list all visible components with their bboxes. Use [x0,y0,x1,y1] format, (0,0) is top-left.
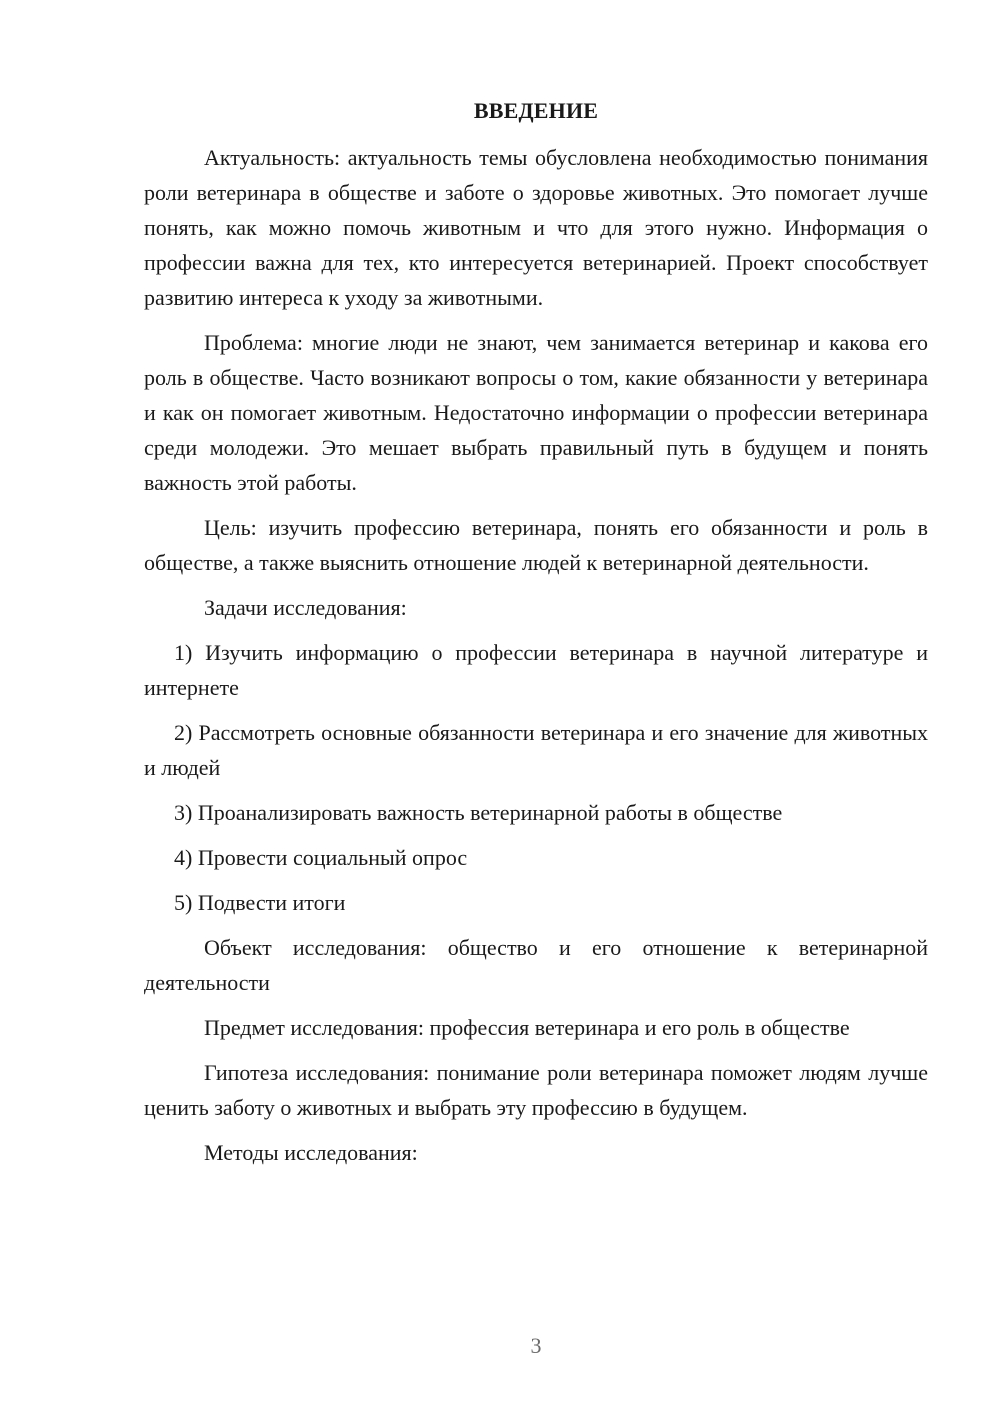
tasks-heading: Задачи исследования: [204,595,407,620]
page-title: ВВЕДЕНИЕ [473,98,599,123]
list-item: 2) Рассмотреть основные обязанности ветеринара и его значение для животных и людей [144,720,928,780]
list-item: 1) Изучить информацию о профессии ветеринара в научной литературе и интернете [144,640,928,700]
methods-heading: Методы исследования: [204,1140,418,1165]
hypothesis-paragraph: Гипотеза исследования: понимание роли ветеринара поможет людям лучше ценить заботу о животных и выбрать эту профессию в будущем. [144,1060,928,1120]
goal-paragraph: Цель: изучить профессию ветеринара, понять его обязанности и роль в обществе, а также выяснить отношение людей к ветеринарной деятельности. [144,515,928,575]
problem-paragraph: Проблема: многие люди не знают, чем занимается ветеринар и какова его роль в обществе. Часто возникают вопросы о том, какие обязанности у ветеринара и как он помогает животным. Недостаточно информации о профессии ветеринара среди молодежи. Это мешает выбрать правильный путь в будущем и понять важность этой работы. [144,330,928,495]
object-paragraph: Объект исследования: общество и его отношение к ветеринарной деятельности [144,935,928,995]
list-item: 3) Проанализировать важность ветеринарной работы в обществе [174,800,783,825]
page-number: 3 [530,1333,542,1358]
subject-paragraph: Предмет исследования: профессия ветеринара и его роль в обществе [204,1015,850,1040]
relevance-paragraph: Актуальность: актуальность темы обусловлена необходимостью понимания роли ветеринара в обществе и заботе о здоровье животных. Это помогает лучше понять, как можно помочь животным и что для этого нужно. Информация о профессии важна для тех, кто интересуется ветеринарией. Проект способствует развитию интереса к уходу за животными. [144,145,928,310]
document-page [144,96,928,1180]
tasks-list [144,635,928,920]
list-item: 4) Провести социальный опрос [174,845,468,870]
list-item: 5) Подвести итоги [174,890,346,915]
